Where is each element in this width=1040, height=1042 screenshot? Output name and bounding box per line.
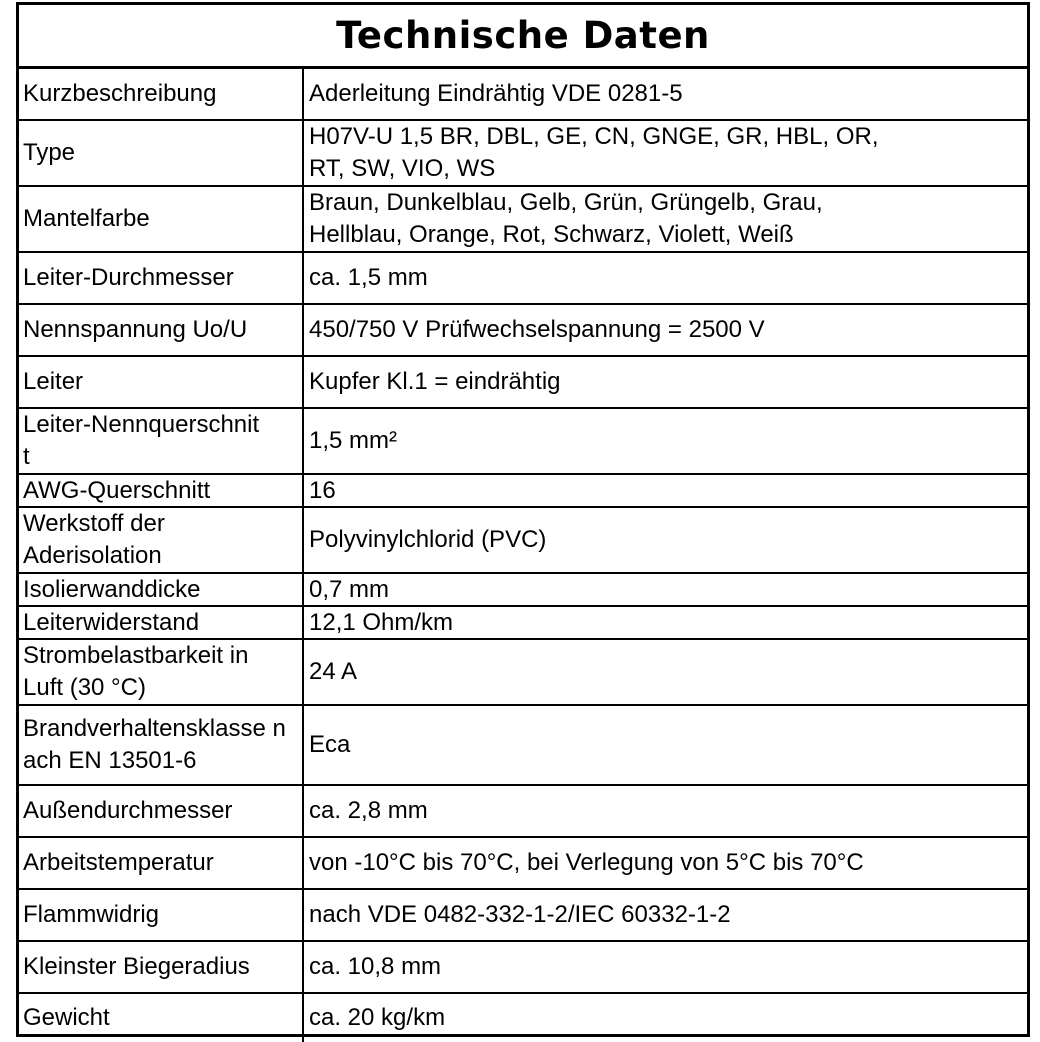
row-label: Leiterwiderstand bbox=[19, 607, 304, 638]
table-row bbox=[19, 305, 1027, 357]
row-value: ca. 20 kg/km bbox=[309, 1004, 446, 1031]
table-row bbox=[19, 357, 1027, 409]
row-label: Außendurchmesser bbox=[19, 786, 304, 836]
row-value: 16 bbox=[309, 476, 336, 504]
row-value: ca. 1,5 mm bbox=[309, 264, 428, 291]
table-row bbox=[19, 475, 1027, 508]
row-value: von -10°C bis 70°C, bei Verlegung von 5°C bis 70°C bbox=[309, 849, 864, 876]
row-value: Braun, Dunkelblau, Gelb, Grün, Grüngelb, Grau, Hellblau, Orange, Rot, Schwarz, Violett, Weiß bbox=[309, 189, 823, 248]
table-row bbox=[19, 994, 1027, 1042]
row-label: Nennspannung Uo/U bbox=[19, 305, 304, 355]
row-value: 1,5 mm² bbox=[309, 427, 398, 454]
table-row bbox=[19, 508, 1027, 574]
row-value: 24 A bbox=[309, 658, 358, 685]
row-value: nach VDE 0482-332-1-2/IEC 60332-1-2 bbox=[309, 901, 731, 928]
row-label: Kurzbeschreibung bbox=[19, 69, 304, 119]
table-row bbox=[19, 942, 1027, 994]
row-label: Flammwidrig bbox=[19, 890, 304, 940]
table-row bbox=[19, 890, 1027, 942]
table-row bbox=[19, 786, 1027, 838]
table-row bbox=[19, 838, 1027, 890]
row-value: Eca bbox=[309, 731, 351, 758]
row-label: Mantelfarbe bbox=[19, 187, 304, 251]
row-value: ca. 2,8 mm bbox=[309, 797, 428, 824]
row-value: Polyvinylchlorid (PVC) bbox=[309, 526, 547, 553]
table-row bbox=[19, 187, 1027, 253]
row-label: Leiter-Nennquerschnitt bbox=[19, 409, 304, 473]
row-value: 450/750 V Prüfwechselspannung = 2500 V bbox=[309, 316, 765, 343]
table-row bbox=[19, 121, 1027, 187]
row-label: Werkstoff der Aderisolation bbox=[19, 508, 304, 572]
table-row bbox=[19, 640, 1027, 706]
table-row bbox=[19, 409, 1027, 475]
table-row bbox=[19, 706, 1027, 786]
table-row bbox=[19, 607, 1027, 640]
row-value: 0,7 mm bbox=[309, 575, 390, 603]
table-title: Technische Daten bbox=[19, 5, 1027, 69]
row-label: Isolierwanddicke bbox=[19, 574, 304, 605]
row-value: H07V-U 1,5 BR, DBL, GE, CN, GNGE, GR, HBL, OR, RT, SW, VIO, WS bbox=[309, 123, 879, 182]
row-label: Type bbox=[19, 121, 304, 185]
row-value: Aderleitung Eindrähtig VDE 0281-5 bbox=[309, 80, 683, 107]
row-value: ca. 10,8 mm bbox=[309, 953, 442, 980]
row-label: Brandverhaltensklasse nach EN 13501-6 bbox=[19, 706, 304, 784]
row-label: Kleinster Biegeradius bbox=[19, 942, 304, 992]
row-label: Strombelastbarkeit in Luft (30 °C) bbox=[19, 640, 304, 704]
row-label: Gewicht bbox=[19, 994, 304, 1042]
row-value: Kupfer Kl.1 = eindrähtig bbox=[309, 368, 561, 395]
row-label: Leiter-Durchmesser bbox=[19, 253, 304, 303]
technical-data-table bbox=[16, 2, 1030, 1037]
row-label: AWG-Querschnitt bbox=[19, 475, 304, 506]
table-row bbox=[19, 253, 1027, 305]
row-label: Arbeitstemperatur bbox=[19, 838, 304, 888]
row-label: Leiter bbox=[19, 357, 304, 407]
row-value: 12,1 Ohm/km bbox=[309, 608, 454, 636]
table-row bbox=[19, 574, 1027, 607]
table-row bbox=[19, 69, 1027, 121]
